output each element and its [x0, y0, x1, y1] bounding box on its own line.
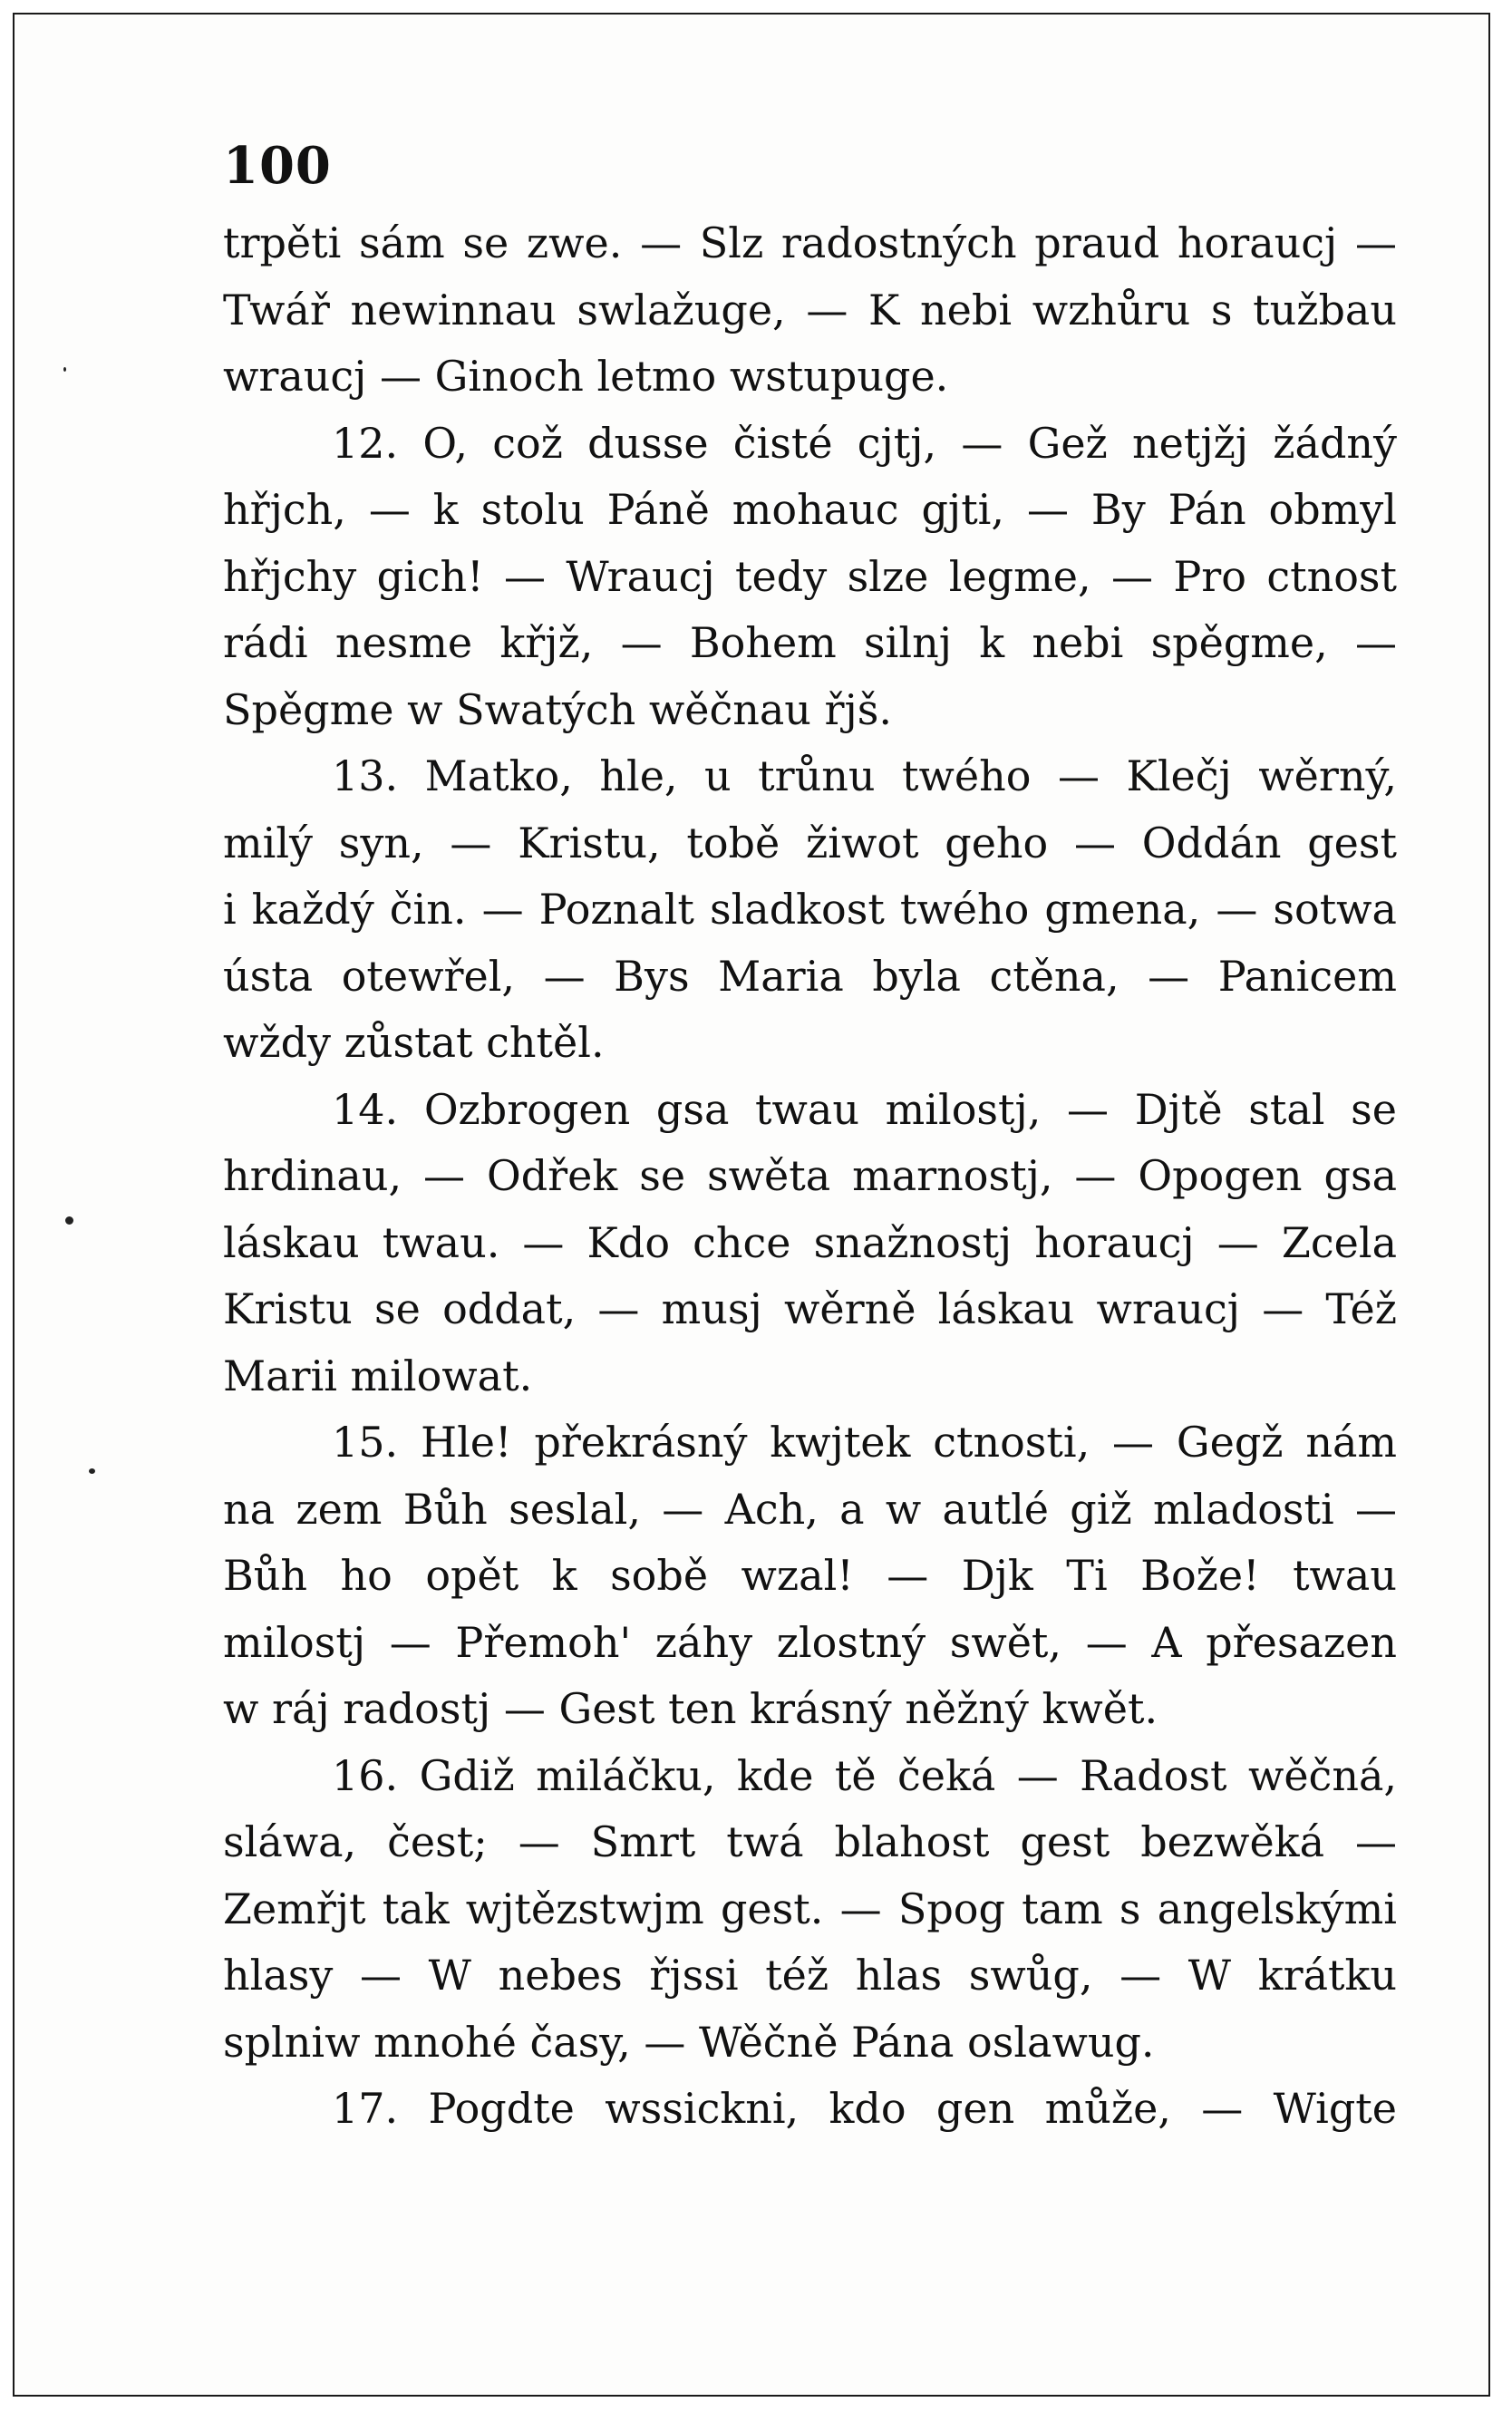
text-line: 14. Ozbrogen gsa twau milostj, — Djtě stal se: [332, 1084, 1397, 1134]
text-line: 13. Matko, hle, u trůnu twého — Klečj wěrný,: [332, 751, 1397, 800]
text-line: milý syn, — Kristu, tobě žiwot geho — Oddán gest: [223, 818, 1397, 867]
text-line: Zemřjt tak wjtězstwjm gest. — Spog tam s angelskými: [223, 1884, 1397, 1933]
text-line: láskau twau. — Kdo chce snažnostj horaucj — Zcela: [223, 1217, 1397, 1267]
margin-speck: [65, 1216, 73, 1225]
text-line: Twář newinnau swlažuge, — K nebi wzhůru s tužbau: [223, 285, 1397, 334]
text-line: w ráj radostj — Gest ten krásný něžný kwět.: [223, 1684, 1158, 1733]
text-line: hřjchy gich! — Wraucj tedy slze legme, — Pro ctnost: [223, 551, 1397, 601]
text-line: i každý čin. — Poznalt sladkost twého gmena, — sotwa: [223, 885, 1397, 934]
text-line: sláwa, čest; — Smrt twá blahost gest bezwěká —: [223, 1817, 1397, 1866]
text-line: wraucj — Ginoch letmo wstupuge.: [223, 352, 949, 401]
text-line: wždy zůstat chtěl.: [223, 1018, 605, 1067]
margin-speck: [89, 1468, 95, 1474]
text-line: na zem Bůh seslal, — Ach, a w autlé giž mladosti —: [223, 1484, 1397, 1534]
text-line: Kristu se oddat, — musj wěrně láskau wraucj — Též: [223, 1284, 1397, 1333]
text-line: 16. Gdiž miláčku, kde tě čeká — Radost wěčná,: [332, 1750, 1397, 1800]
text-line: trpěti sám se zwe. — Slz radostných praud horaucj —: [223, 218, 1397, 267]
text-line: milostj — Přemoh' záhy zlostný swět, — A přesazen: [223, 1617, 1397, 1667]
margin-speck: [63, 367, 66, 372]
text-line: Spěgme w Swatých wěčnau řjš.: [223, 684, 893, 734]
page-number: 100: [223, 136, 332, 196]
text-line: Bůh ho opět k sobě wzal! — Djk Ti Bože! twau: [223, 1551, 1397, 1600]
text-line: ústa otewřel, — Bys Maria byla ctěna, — Panicem: [223, 951, 1397, 1001]
text-line: rádi nesme křjž, — Bohem silnj k nebi spěgme, —: [223, 618, 1397, 667]
text-line: 12. O, což dusse čisté cjtj, — Gež netjžj žádný: [332, 418, 1397, 468]
body-text: [223, 210, 1397, 2143]
text-line: hrdinau, — Odřek se swěta marnostj, — Opogen gsa: [223, 1151, 1397, 1200]
text-line: hlasy — W nebes řjssi též hlas swůg, — W krátku: [223, 1951, 1397, 2000]
text-line: 17. Pogdte wssickni, kdo gen může, — Wigte: [332, 2084, 1397, 2133]
text-line: Marii milowat.: [223, 1351, 533, 1400]
text-line: hřjch, — k stolu Páně mohauc gjti, — By Pán obmyl: [223, 485, 1397, 534]
text-line: splniw mnohé časy, — Wěčně Pána oslawug.: [223, 2017, 1155, 2067]
text-line: 15. Hle! překrásný kwjtek ctnosti, — Gegž nám: [332, 1418, 1397, 1467]
